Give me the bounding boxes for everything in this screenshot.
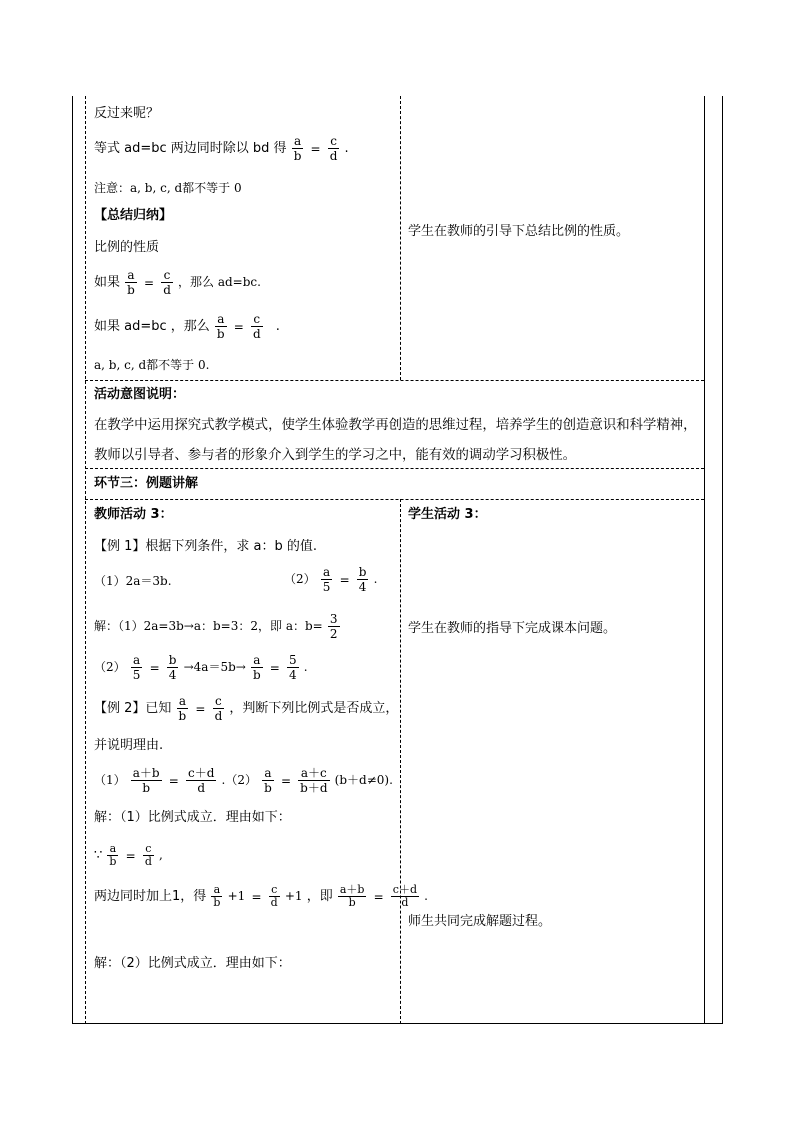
fraction-b-over-4: $\frac{b}{4}$ — [168, 653, 177, 682]
intent-body: 在教学中运用探究式教学模式，使学生体验教学再创造的思维过程，培养学生的创造意识和科学精神，教师以引导者、参与者的形象介入到学生的学习之中，能有效的调动学习积极性。 — [94, 418, 697, 463]
fraction-b-over-4: $\frac{b}{4}$ — [358, 565, 367, 594]
fraction-a-over-5: $\frac{a}{5}$ — [322, 565, 331, 594]
student-summary-text: 学生在教师的引导下总结比例的性质。 — [408, 224, 630, 239]
fraction-apc-over-bpd: $\frac{a+c}{b+d}$ — [300, 766, 328, 795]
table-inner-right-border — [704, 96, 705, 1024]
solution-4-heading: 解：（2）比例式成立．理由如下： — [94, 956, 291, 971]
line-divide-both-sides: 等式 ad=bc 两边同时除以 bd 得 $\frac{a}{b}$ = $\frac{c}{d}$ . — [94, 134, 349, 163]
since-statement: ∵ $\frac{a}{b}$ = $\frac{c}{d}$ , — [94, 842, 163, 868]
line-nonzero-note: 注意：a, b, c, d都不等于 0 — [94, 181, 242, 195]
fraction-a-over-b: $\frac{a}{b}$ — [213, 883, 221, 909]
fraction-a-over-b: $\frac{a}{b}$ — [216, 312, 225, 341]
fraction-a-over-5: $\frac{a}{5}$ — [132, 653, 141, 682]
example-2-prompt: 【例 2】已知 $\frac{a}{b}$ = $\frac{c}{d}$ ，判断下列比例式是否成立， — [94, 694, 399, 723]
student-activity-title: 学生活动 3： — [408, 507, 487, 522]
fraction-5-over-4: $\frac{5}{4}$ — [288, 653, 297, 682]
fraction-apb-over-b: $\frac{a+b}{b}$ — [339, 883, 365, 909]
fraction-a-over-b: $\frac{a}{b}$ — [178, 694, 187, 723]
fraction-a-over-b: $\frac{a}{b}$ — [293, 134, 302, 163]
fraction-c-over-d: $\frac{c}{d}$ — [329, 134, 338, 163]
table-left-border — [72, 96, 73, 1024]
fraction-a-over-b: $\frac{a}{b}$ — [109, 842, 117, 868]
solution-1: 解：（1）2a=3b→a：b=3：2，即 a：b= $\frac{3}{2}$ — [94, 612, 338, 641]
table-bottom-border — [72, 1023, 723, 1024]
fraction-c-over-d: $\frac{c}{d}$ — [144, 842, 152, 868]
add-one-step: 两边同时加上1，得 $\frac{a}{b}$ +1 = $\frac{c}{d}$ +1 ，即 $\frac{a+b}{b}$ = $\frac{c+d}{d}$ . — [94, 883, 428, 909]
section-title: 环节三：例题讲解 — [94, 476, 199, 491]
table-right-border — [722, 96, 723, 1024]
fraction-c-over-d: $\frac{c}{d}$ — [163, 268, 171, 297]
teacher-activity-title: 教师活动 3： — [94, 507, 173, 522]
example-1-prompt: 【例 1】根据下列条件，求 a：b 的值. — [94, 539, 318, 554]
fraction-apb-over-b: $\frac{a+b}{b}$ — [132, 766, 160, 795]
proportion-property-title: 比例的性质 — [94, 240, 160, 255]
line-reverse-question: 反过来呢？ — [94, 106, 160, 121]
column-divider-top — [400, 96, 401, 380]
summary-heading: 【总结归纳】 — [94, 208, 173, 223]
student-activity-2: 师生共同完成解题过程。 — [408, 914, 552, 929]
fraction-a-over-b: $\frac{a}{b}$ — [264, 766, 272, 795]
line-property-if-product: 如果 ad=bc ，那么 $\frac{a}{b}$ = $\frac{c}{d}$ . — [94, 312, 280, 341]
row-divider-1 — [85, 380, 704, 381]
student-activity-1: 学生在教师的指导下完成课本问题。 — [408, 621, 617, 636]
left-dashed-margin — [85, 96, 86, 1024]
solution-2: （2） $\frac{a}{5}$ = $\frac{b}{4}$ →4a＝5b→ $\frac{a}{b}$ = $\frac{5}{4}$ . — [94, 653, 308, 682]
example-1-part-1: （1）2a＝3b. — [94, 574, 172, 588]
fraction-a-over-b: $\frac{a}{b}$ — [252, 653, 261, 682]
example-1-part-2: （2） $\frac{a}{5}$ = $\frac{b}{4}$ . — [284, 565, 378, 594]
fraction-a-over-b: $\frac{a}{b}$ — [127, 268, 135, 297]
example-2-explain: 并说明理由. — [94, 738, 164, 753]
line-property-if-frac: 如果 $\frac{a}{b}$ = $\frac{c}{d}$ ，那么 ad=bc. — [94, 268, 261, 297]
fraction-c-over-d: $\frac{c}{d}$ — [270, 883, 278, 909]
fraction-3-over-2: $\frac{3}{2}$ — [329, 612, 338, 641]
fraction-c-over-d: $\frac{c}{d}$ — [214, 694, 223, 723]
fraction-cpd-over-d: $\frac{c+d}{d}$ — [187, 766, 215, 795]
intent-title: 活动意图说明： — [94, 387, 186, 402]
fraction-c-over-d: $\frac{c}{d}$ — [252, 312, 261, 341]
example-2-questions: （1） $\frac{a+b}{b}$ = $\frac{c+d}{d}$ .（2） $\frac{a}{b}$ = $\frac{a+c}{b+d}$ (b＋d≠0). — [94, 766, 393, 795]
fraction-cpd-over-d: $\frac{c+d}{d}$ — [392, 883, 417, 909]
row-divider-3 — [85, 499, 704, 500]
column-divider-bottom — [400, 499, 401, 1024]
line-nonzero-note-2: a, b, c, d都不等于 0. — [94, 358, 210, 372]
solution-3-heading: 解：（1）比例式成立．理由如下： — [94, 810, 291, 825]
text: 等式 ad=bc 两边同时除以 bd 得 — [94, 141, 287, 156]
